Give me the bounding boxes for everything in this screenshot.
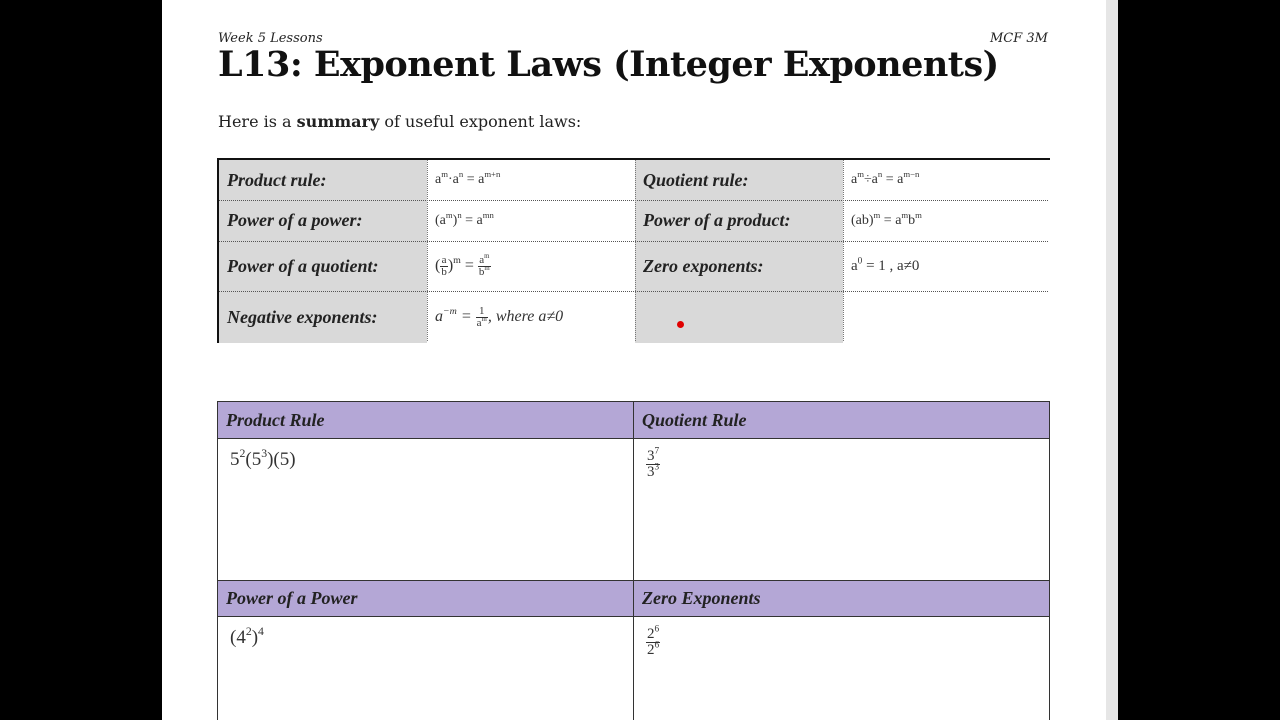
grid-line bbox=[219, 200, 1048, 201]
intro-before: Here is a bbox=[218, 112, 297, 131]
pointer-dot bbox=[677, 321, 684, 328]
grid-line bbox=[427, 160, 428, 341]
viewer-edge bbox=[1106, 0, 1118, 720]
formula-power-of-product: $(ab)^m = a^mb^m$ bbox=[843, 200, 1050, 241]
summary-table bbox=[217, 158, 1050, 343]
label-power-of-product: Power of a product: bbox=[635, 200, 843, 241]
grid-line bbox=[843, 160, 844, 341]
label-quotient-rule: Quotient rule: bbox=[635, 160, 843, 200]
intro-text bbox=[218, 112, 581, 131]
header-power-of-power: Power of a Power bbox=[218, 580, 634, 617]
label-negative-exponents: Negative exponents: bbox=[219, 291, 427, 343]
formula-zero-exponents: $a^0 = 1$ , a≠0 bbox=[843, 241, 1050, 291]
empty-label-cell bbox=[635, 291, 843, 343]
formula-power-of-power: $(a^m)^n = a^{mn}$ bbox=[427, 200, 635, 241]
header-quotient-rule: Quotient Rule bbox=[634, 402, 1049, 439]
label-product-rule: Product rule: bbox=[219, 160, 427, 200]
header-product-rule: Product Rule bbox=[218, 402, 634, 439]
quotient-rule-example: $\frac{3^7}{3^3}$ bbox=[647, 446, 660, 480]
intro-after: of useful exponent laws: bbox=[379, 112, 582, 131]
document-page bbox=[162, 0, 1106, 720]
formula-negative-exponents: $a^{-m}$ = $\frac{1}{a^m}$ , where a≠0 bbox=[427, 291, 635, 343]
formula-quotient-rule: $a^m\div a^n = a^{m-n}$ bbox=[843, 160, 1050, 200]
grid-line bbox=[635, 160, 636, 341]
label-zero-exponents: Zero exponents: bbox=[635, 241, 843, 291]
product-rule-example: $5^2(5^3)(5)$ bbox=[230, 446, 296, 470]
column-divider bbox=[633, 402, 634, 720]
label-power-of-quotient: Power of a quotient: bbox=[219, 241, 427, 291]
grid-line bbox=[219, 291, 1048, 292]
intro-bold: summary bbox=[296, 112, 380, 131]
header-zero-exponents: Zero Exponents bbox=[634, 580, 1049, 617]
practice-table bbox=[217, 401, 1050, 720]
formula-power-of-quotient: ( $\frac{a}{b}$ )$^m$ = $\frac{a^m}{b^m}$ bbox=[427, 241, 635, 291]
label-power-of-power: Power of a power: bbox=[219, 200, 427, 241]
grid-line bbox=[219, 241, 1048, 242]
formula-product-rule: $a^m\cdot a^n = a^{m+n}$ bbox=[427, 160, 635, 200]
page-title: L13: Exponent Laws (Integer Exponents) bbox=[218, 44, 999, 85]
zero-exponents-example: $\frac{2^6}{2^6}$ bbox=[647, 624, 660, 658]
empty-formula-cell bbox=[843, 291, 1050, 343]
power-of-power-example: $(4^2)^4$ bbox=[230, 624, 264, 648]
negative-where-text: , where a≠0 bbox=[487, 307, 564, 325]
header-left: Week 5 Lessons bbox=[218, 31, 323, 46]
zero-condition: , a≠0 bbox=[889, 257, 920, 274]
header-right: MCF 3M bbox=[990, 31, 1048, 46]
